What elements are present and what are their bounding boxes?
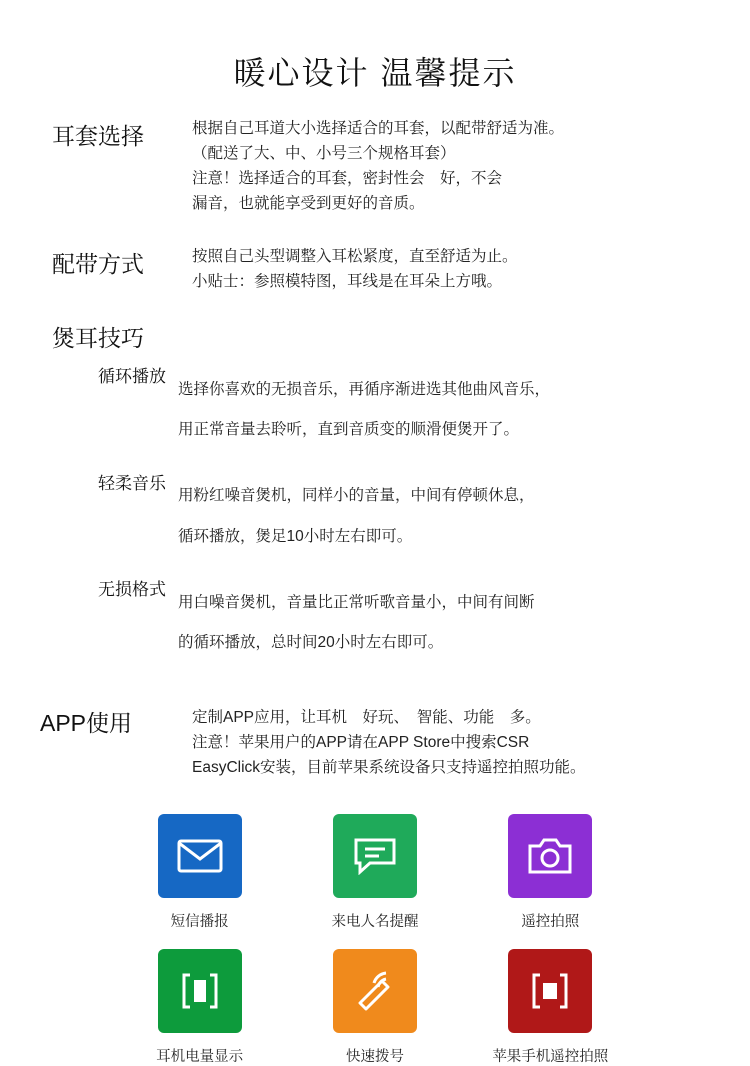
- burn-in-item-label: 轻柔音乐: [98, 473, 166, 493]
- feature-caption: 耳机电量显示: [156, 1048, 244, 1065]
- burn-in-item-text: [178, 574, 535, 671]
- body-line: 定制APP应用，让耳机 好玩、 智能、功能 多。: [192, 708, 541, 726]
- body-line: 的循环播放，总时间20小时左右即可。: [178, 634, 444, 651]
- body-line: EasyClick安装，目前苹果系统设备只支持遥控拍照功能。: [192, 758, 586, 776]
- camera-icon: [527, 837, 573, 875]
- section-heading-wearing: 配带方式: [52, 251, 144, 277]
- body-line: 根据自己耳道大小选择适合的耳套，以配带舒适为准。: [192, 120, 565, 137]
- section-body-wearing: [192, 244, 702, 294]
- section-burn-in: [0, 320, 750, 671]
- burn-in-item: [0, 468, 750, 565]
- chat-bubble-icon: [353, 837, 397, 875]
- body-line: 漏音，也就能享受到更好的音质。: [192, 195, 425, 212]
- page-title: 暖心设计 温馨提示: [233, 55, 517, 91]
- body-line: 用白噪音煲机，音量比正常听歌音量小，中间有间断: [178, 593, 535, 611]
- battery-icon: [178, 971, 222, 1011]
- feature-caption: 快速拨号: [345, 1048, 404, 1065]
- feature-tile: [158, 814, 242, 898]
- feature-item-sms-broadcast: [112, 814, 287, 931]
- body-line: 选择你喜欢的无损音乐，再循序渐进选其他曲风音乐，: [178, 380, 551, 398]
- dial-icon: [352, 971, 398, 1011]
- feature-icon-grid: [0, 814, 750, 1066]
- section-body-earcup: [192, 116, 702, 216]
- body-line: 用正常音量去聆听，直到音质变的顺滑便煲开了。: [178, 421, 520, 438]
- body-line: 用粉红噪音煲机，同样小的音量，中间有停顿休息，: [178, 487, 535, 504]
- feature-caption: 来电人名提醒: [331, 913, 419, 930]
- section-heading-app: APP使用: [40, 709, 133, 736]
- feature-item-iphone-remote-photo: [463, 949, 638, 1066]
- envelope-icon: [177, 839, 223, 873]
- body-line: 循环播放，煲足10小时左右即可。: [178, 527, 413, 545]
- feature-item-remote-photo: [463, 814, 638, 931]
- feature-tile: [508, 814, 592, 898]
- body-line: 注意！选择适合的耳套，密封性会 好，不会: [192, 170, 503, 187]
- remote-shutter-icon: [528, 971, 572, 1011]
- feature-item-quick-dial: [287, 949, 462, 1066]
- burn-in-item-label: 无损格式: [98, 580, 166, 599]
- feature-item-caller-name: [287, 814, 462, 931]
- section-heading-burn-in: 煲耳技巧: [52, 325, 144, 351]
- feature-caption: 遥控拍照: [521, 913, 580, 930]
- body-line: 按照自己头型调整入耳松紧度，直至舒适为止。: [192, 248, 518, 265]
- burn-in-item-text: [178, 361, 550, 458]
- section-body-app: [192, 705, 702, 780]
- feature-item-battery-display: [112, 949, 287, 1066]
- feature-tile: [333, 949, 417, 1033]
- burn-in-item-label: 循环播放: [98, 367, 166, 386]
- section-earcup-selection: [0, 116, 750, 216]
- section-app-usage: [0, 705, 750, 780]
- burn-in-item-text: [178, 468, 535, 565]
- feature-tile: [508, 949, 592, 1033]
- feature-caption: 苹果手机遥控拍照: [492, 1048, 609, 1065]
- feature-tile: [158, 949, 242, 1033]
- feature-tile: [333, 814, 417, 898]
- body-line: 注意！苹果用户的APP请在APP Store中搜索CSR: [192, 733, 530, 751]
- burn-in-item: [0, 361, 750, 458]
- feature-caption: 短信播报: [170, 913, 229, 930]
- body-line: （配送了大、中、小号三个规格耳套）: [192, 145, 456, 162]
- section-heading-earcup: 耳套选择: [52, 123, 144, 149]
- section-wearing-method: [0, 244, 750, 294]
- body-line: 小贴士：参照模特图，耳线是在耳朵上方哦。: [192, 273, 503, 290]
- burn-in-item: [0, 574, 750, 671]
